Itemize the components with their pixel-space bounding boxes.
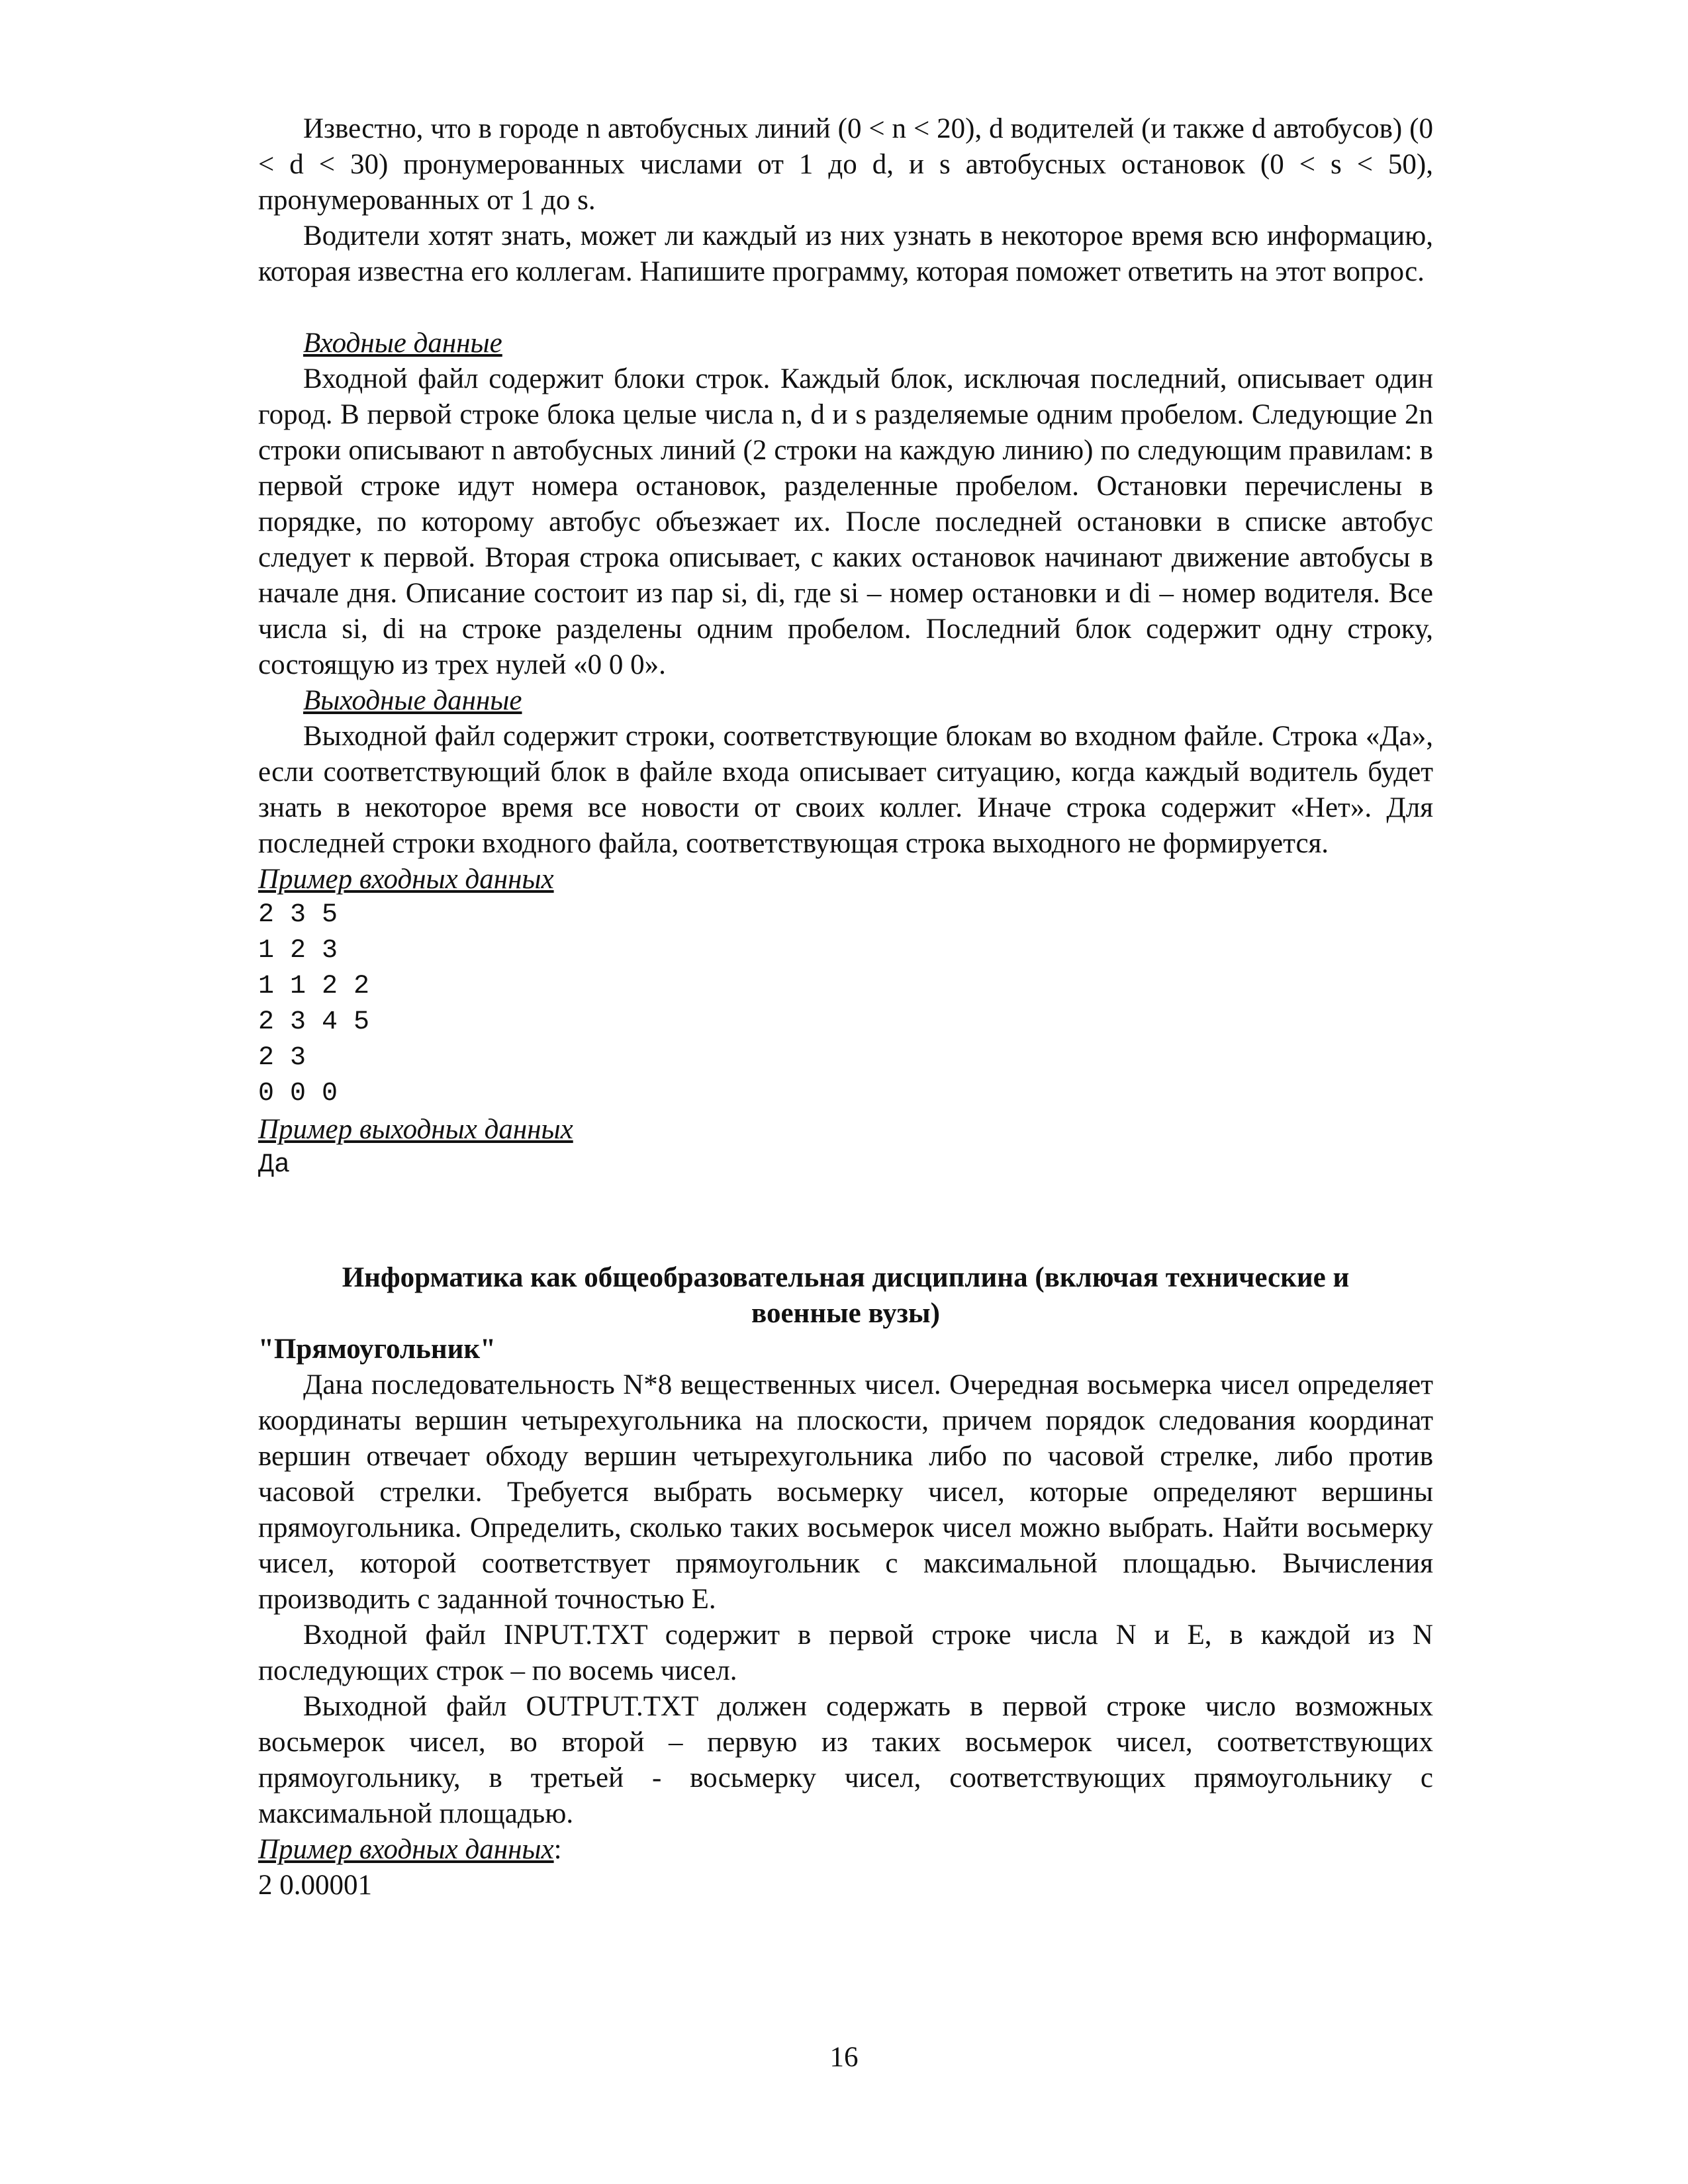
example-input-line: 1 1 2 2	[258, 972, 370, 1001]
input-data-paragraph: Входной файл содержит блоки строк. Каждый блок, исключая последний, описывает один город. В первой строке блока целые числа n, d и s разделяемые одним пробелом. Следующие 2n строки описывают n автобусных линий (2 строки на каждую линию) по следующим правилам: в первой строке идут номера остановок, разделенные пробелом. Остановки перечислены в порядке, по которому автобус объезжает их. После последней остановки в списке автобус следует к первой. Вторая строка описывает, с каких остановок начинают движение автобусы в начале дня. Описание состоит из пар si, di, где si – номер остановки и di – номер водителя. Все числа si, di на строке разделены одним пробелом. Последний блок содержит одну строку, состоящую из трех нулей «0 0 0».	[258, 363, 1433, 680]
intro-paragraph-2: Водители хотят знать, может ли каждый из них узнать в некоторое время всю информацию, которая известна его коллегам. Напишите программу, которая поможет ответить на этот вопрос.	[258, 220, 1433, 287]
example-input-line: 2 3 5	[258, 900, 338, 930]
example-input-line: 2 3 4 5	[258, 1007, 370, 1037]
example-input-line: 0 0 0	[258, 1079, 338, 1109]
example-output-header: Пример выходных данных	[258, 1114, 573, 1145]
page-number: 16	[829, 2042, 859, 2073]
example-header: Пример входных данных	[258, 1834, 554, 1865]
example-input-line: 1 2 3	[258, 936, 338, 966]
intro-paragraph-1: Известно, что в городе n автобусных линий (0 < n < 20), d водителей (и также d автобусов) (0 < d < 30) пронумерованных числами от 1 до d, и s автобусных остановок (0 < s < 50), пронумерованных от 1 до s.	[258, 113, 1433, 216]
problem-paragraph-2: Входной файл INPUT.TXT содержит в первой строке числа N и E, в каждой из N последующих строк – по восемь чисел.	[258, 1619, 1433, 1686]
output-data-header: Выходные данные	[303, 685, 522, 716]
example-output-value: Да	[258, 1150, 291, 1180]
problem-title: "Прямоугольник"	[258, 1334, 496, 1365]
spacer	[258, 1183, 1433, 1260]
problem-paragraph-1: Дана последовательность N*8 вещественных чисел. Очередная восьмерка чисел определяет координаты вершин четырехугольника на плоскости, причем порядок следования координат вершин отвечает обходу вершин четырехугольника либо по часовой стрелке, либо против часовой стрелки. Требуется выбрать восьмерку чисел, которые определяют вершины прямоугольника. Определить, сколько таких восьмерок чисел можно выбрать. Найти восьмерку чисел, которой соответствует прямоугольник с максимальной площадью. Вычисления производить с заданной точностью E.	[258, 1369, 1433, 1615]
section-title-line-1: Информатика как общеобразовательная дисциплина (включая технические и	[342, 1262, 1350, 1293]
example-line-1: 2 0.00001	[258, 1870, 372, 1901]
example-header-line	[258, 1832, 1433, 1868]
page-content	[258, 111, 1433, 1903]
example-header-colon: :	[553, 1834, 562, 1865]
example-input-header: Пример входных данных	[258, 864, 554, 895]
output-data-paragraph: Выходной файл содержит строки, соответствующие блокам во входном файле. Строка «Да», если соответствующий блок в файле входа описывает ситуацию, когда каждый водитель будет знать в некоторое время все новости от своих коллег. Иначе строка содержит «Нет». Для последней строки входного файла, соответствующая строка выходного не формируется.	[258, 721, 1433, 859]
problem-paragraph-3: Выходной файл OUTPUT.TXT должен содержать в первой строке число возможных восьмерок чисел, во второй – первую из таких восьмерок чисел, соответствующих прямоугольнику, в третьей - восьмерку чисел, соответствующих прямоугольнику с максимальной площадью.	[258, 1691, 1433, 1829]
spacer	[258, 290, 1433, 326]
example-input-line: 2 3	[258, 1043, 306, 1073]
input-data-header: Входные данные	[303, 328, 502, 359]
section-title-line-2: военные вузы)	[751, 1298, 940, 1329]
